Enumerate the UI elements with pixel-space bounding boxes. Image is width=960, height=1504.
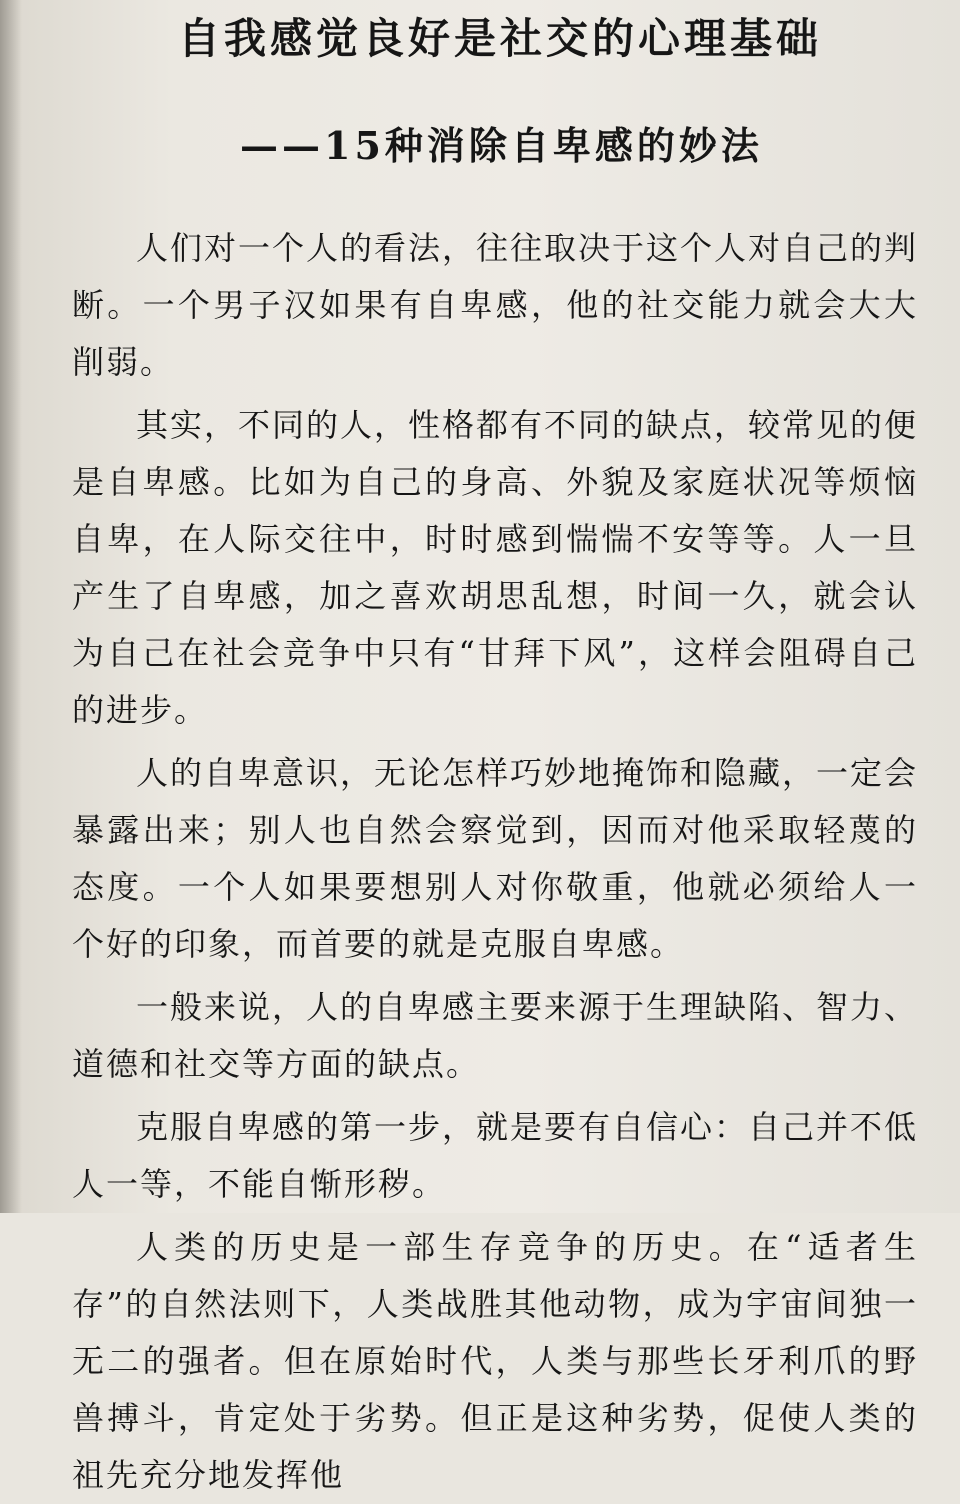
paragraph-4: 一般来说，人的自卑感主要来源于生理缺陷、智力、道德和社交等方面的缺点。	[72, 988, 919, 1083]
page-gutter-shadow	[0, 0, 22, 1213]
paragraph-2: 其实，不同的人，性格都有不同的缺点，较常见的便是自卑感。比如为自己的身高、外貌及家庭状况等烦恼自卑，在人际交往中，时时感到惴惴不安等等。人一旦产生了自卑感，加之喜欢胡思乱想，时间一久，就会认为自己在社会竞争中只有“甘拜下风”，这样会阻碍自己的进步。	[72, 406, 919, 729]
paragraph-6: 人类的历史是一部生存竞争的历史。在“适者生存”的自然法则下，人类战胜其他动物，成为宇宙间独一无二的强者。但在原始时代，人类与那些长牙利爪的野兽搏斗，肯定处于劣势。但正是这种劣势，促使人类的祖先充分地发挥他	[72, 1228, 918, 1494]
paragraph-1: 人们对一个人的看法，往往取决于这个人对自己的判断。一个男子汉如果有自卑感，他的社交能力就会大大削弱。	[72, 229, 919, 381]
paragraph-5: 克服自卑感的第一步，就是要有自信心：自己并不低人一等，不能自惭形秽。	[72, 1108, 919, 1203]
article-title: 自我感觉良好是社交的心理基础	[177, 14, 822, 63]
article-subtitle: ——15种消除自卑感的妙法	[240, 123, 763, 168]
article-body	[72, 220, 919, 1494]
paragraph-3: 人的自卑意识，无论怎样巧妙地掩饰和隐藏，一定会暴露出来；别人也自然会察觉到，因而对他采取轻蔑的态度。一个人如果要想别人对你敬重，他就必须给人一个好的印象，而首要的就是克服自卑感。	[72, 754, 919, 963]
